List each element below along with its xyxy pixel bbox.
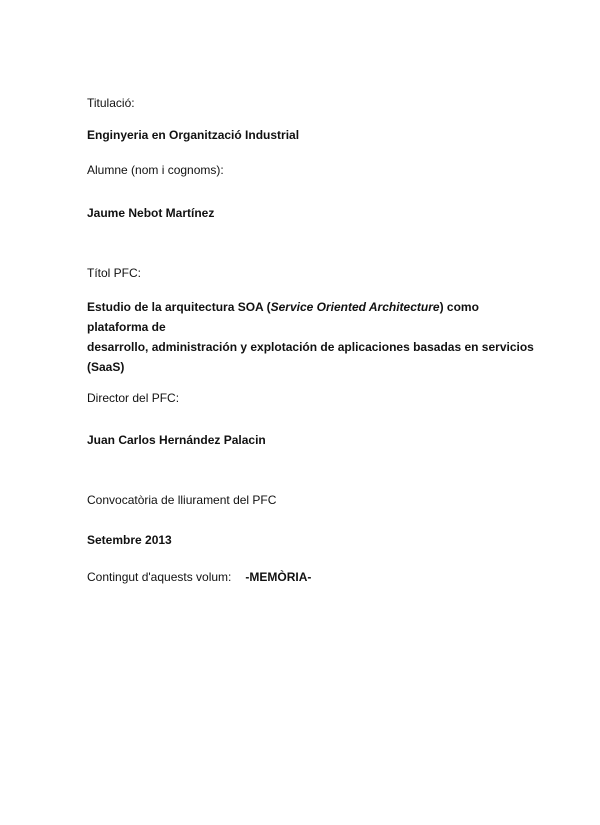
alumne-label: Alumne (nom i cognoms): — [87, 163, 224, 177]
titol-line-3: (SaaS) — [87, 360, 125, 374]
titol-label: Títol PFC: — [87, 266, 142, 280]
titulacio-value: Enginyeria en Organització Industrial — [87, 128, 300, 142]
titol-value — [87, 297, 537, 377]
titol-line-2: desarrollo, administración y explotación de aplicaciones basadas en servicios — [87, 340, 534, 354]
convocatoria-value: Setembre 2013 — [87, 533, 172, 547]
titol-italic: Service Oriented Architecture — [270, 300, 440, 314]
contingut-label: Contingut d'aquests volum: — [87, 570, 232, 584]
contingut-value: -MEMÒRIA- — [245, 570, 312, 584]
alumne-value: Jaume Nebot Martínez — [87, 206, 215, 220]
titol-line-1: Estudio de la arquitectura SOA (Service Oriented Architecture) como plataforma de — [87, 300, 479, 334]
contingut-row — [87, 570, 311, 584]
director-label: Director del PFC: — [87, 391, 180, 405]
titulacio-label: Titulació: — [87, 96, 135, 110]
director-value: Juan Carlos Hernández Palacin — [87, 433, 266, 447]
convocatoria-label: Convocatòria de lliurament del PFC — [87, 493, 277, 507]
